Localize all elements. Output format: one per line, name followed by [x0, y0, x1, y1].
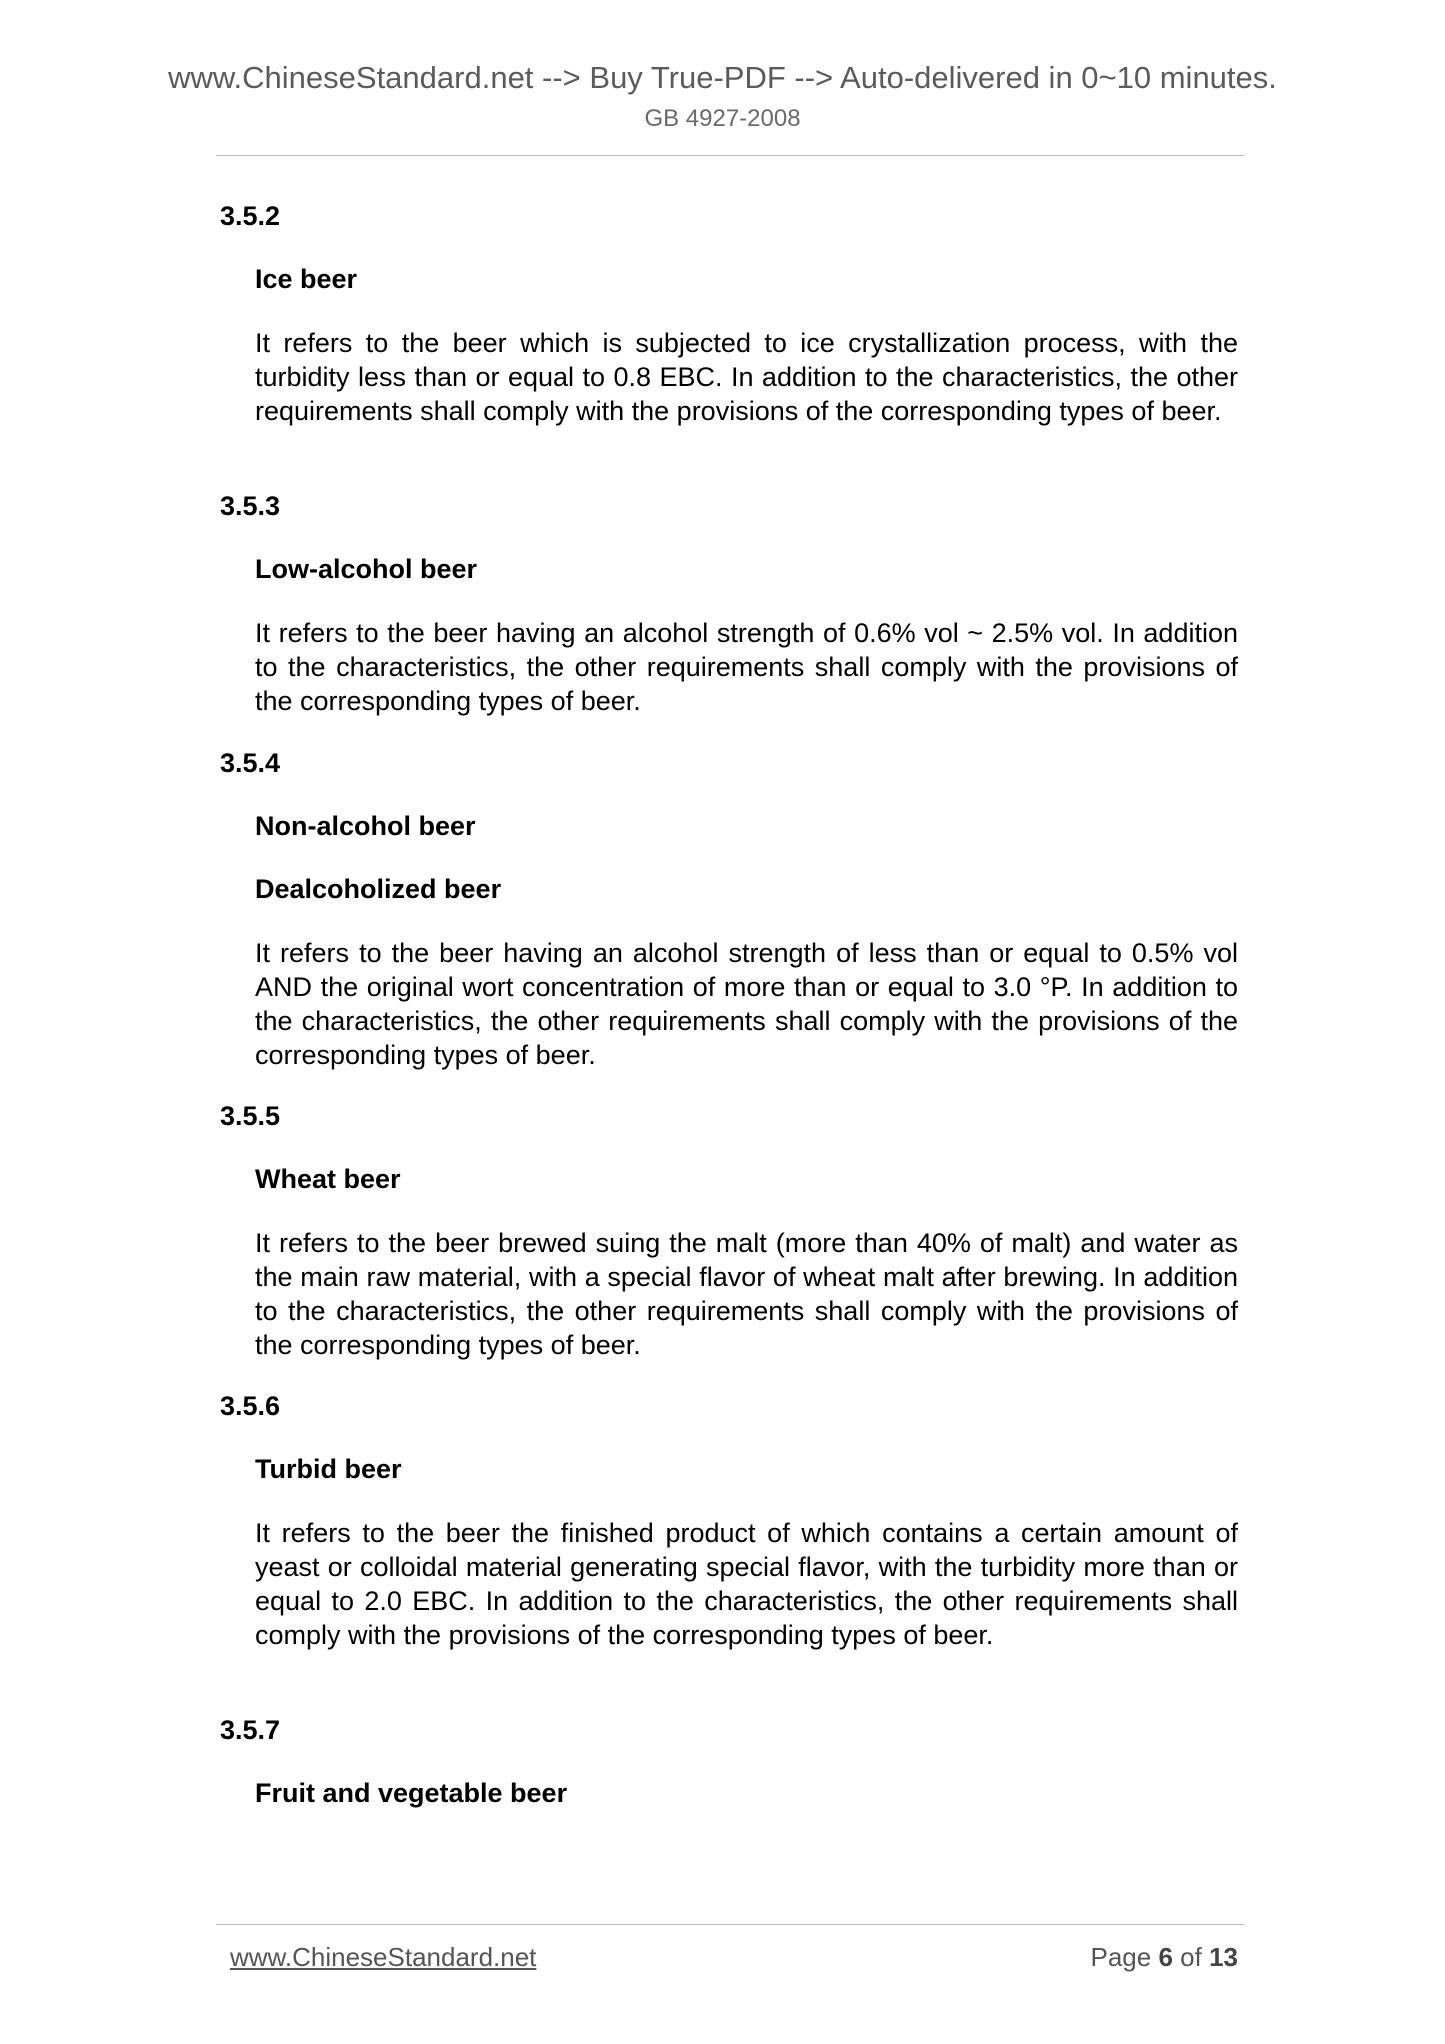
page-current: 6: [1158, 1942, 1173, 1972]
term-definition: It refers to the beer the finished product of which contains a certain amount of yeast or colloidal material generating special flavor, with the turbidity more than or equal to 2.0 EBC. In addition to the characteristics, the other requirements shall comply with the provisions of the corresponding types of beer.: [255, 1518, 1238, 1650]
page-total: 13: [1209, 1942, 1238, 1972]
term-title: Wheat beer: [255, 1164, 401, 1194]
website-link[interactable]: www.ChineseStandard.net: [230, 1942, 537, 1972]
page-indicator: [1090, 1940, 1238, 1974]
section-number: 3.5.7: [220, 1715, 281, 1745]
section-number: 3.5.6: [220, 1391, 281, 1421]
section-number: 3.5.4: [220, 748, 281, 778]
term-title: Non-alcohol beer: [255, 811, 476, 841]
term-definition: It refers to the beer brewed suing the malt (more than 40% of malt) and water as the main raw material, with a special flavor of wheat malt after brewing. In addition to the characteristics, the other requirements shall comply with the provisions of the corresponding types of beer.: [255, 1228, 1238, 1360]
term-definition: It refers to the beer which is subjected to ice crystallization process, with the turbidity less than or equal to 0.8 EBC. In addition to the characteristics, the other requirements shall comply with the provisions of the corresponding types of beer.: [255, 328, 1238, 426]
section-number: 3.5.2: [220, 201, 281, 231]
term-definition: It refers to the beer having an alcohol strength of 0.6% vol ~ 2.5% vol. In addition to the characteristics, the other requirements shall comply with the provisions of the corresponding types of beer.: [255, 618, 1238, 716]
term-definition: It refers to the beer having an alcohol strength of less than or equal to 0.5% vol AND the original wort concentration of more than or equal to 3.0 °P. In addition to the characteristics, the other requirements shall comply with the provisions of the corresponding types of beer.: [255, 938, 1238, 1070]
standard-code: GB 4927-2008: [644, 105, 801, 132]
term-synonym: Dealcoholized beer: [255, 874, 502, 904]
footer-divider: [216, 1924, 1244, 1925]
header-banner: www.ChineseStandard.net --> Buy True-PDF --> Auto-delivered in 0~10 minutes.: [168, 60, 1277, 95]
term-title: Ice beer: [255, 264, 358, 294]
term-title: Fruit and vegetable beer: [255, 1778, 568, 1808]
page-prefix: Page: [1090, 1942, 1152, 1972]
section-number: 3.5.5: [220, 1101, 281, 1131]
term-title: Low-alcohol beer: [255, 554, 478, 584]
page-of: of: [1180, 1942, 1202, 1972]
section-number: 3.5.3: [220, 491, 281, 521]
header-divider: [216, 155, 1244, 156]
term-title: Turbid beer: [255, 1454, 402, 1484]
